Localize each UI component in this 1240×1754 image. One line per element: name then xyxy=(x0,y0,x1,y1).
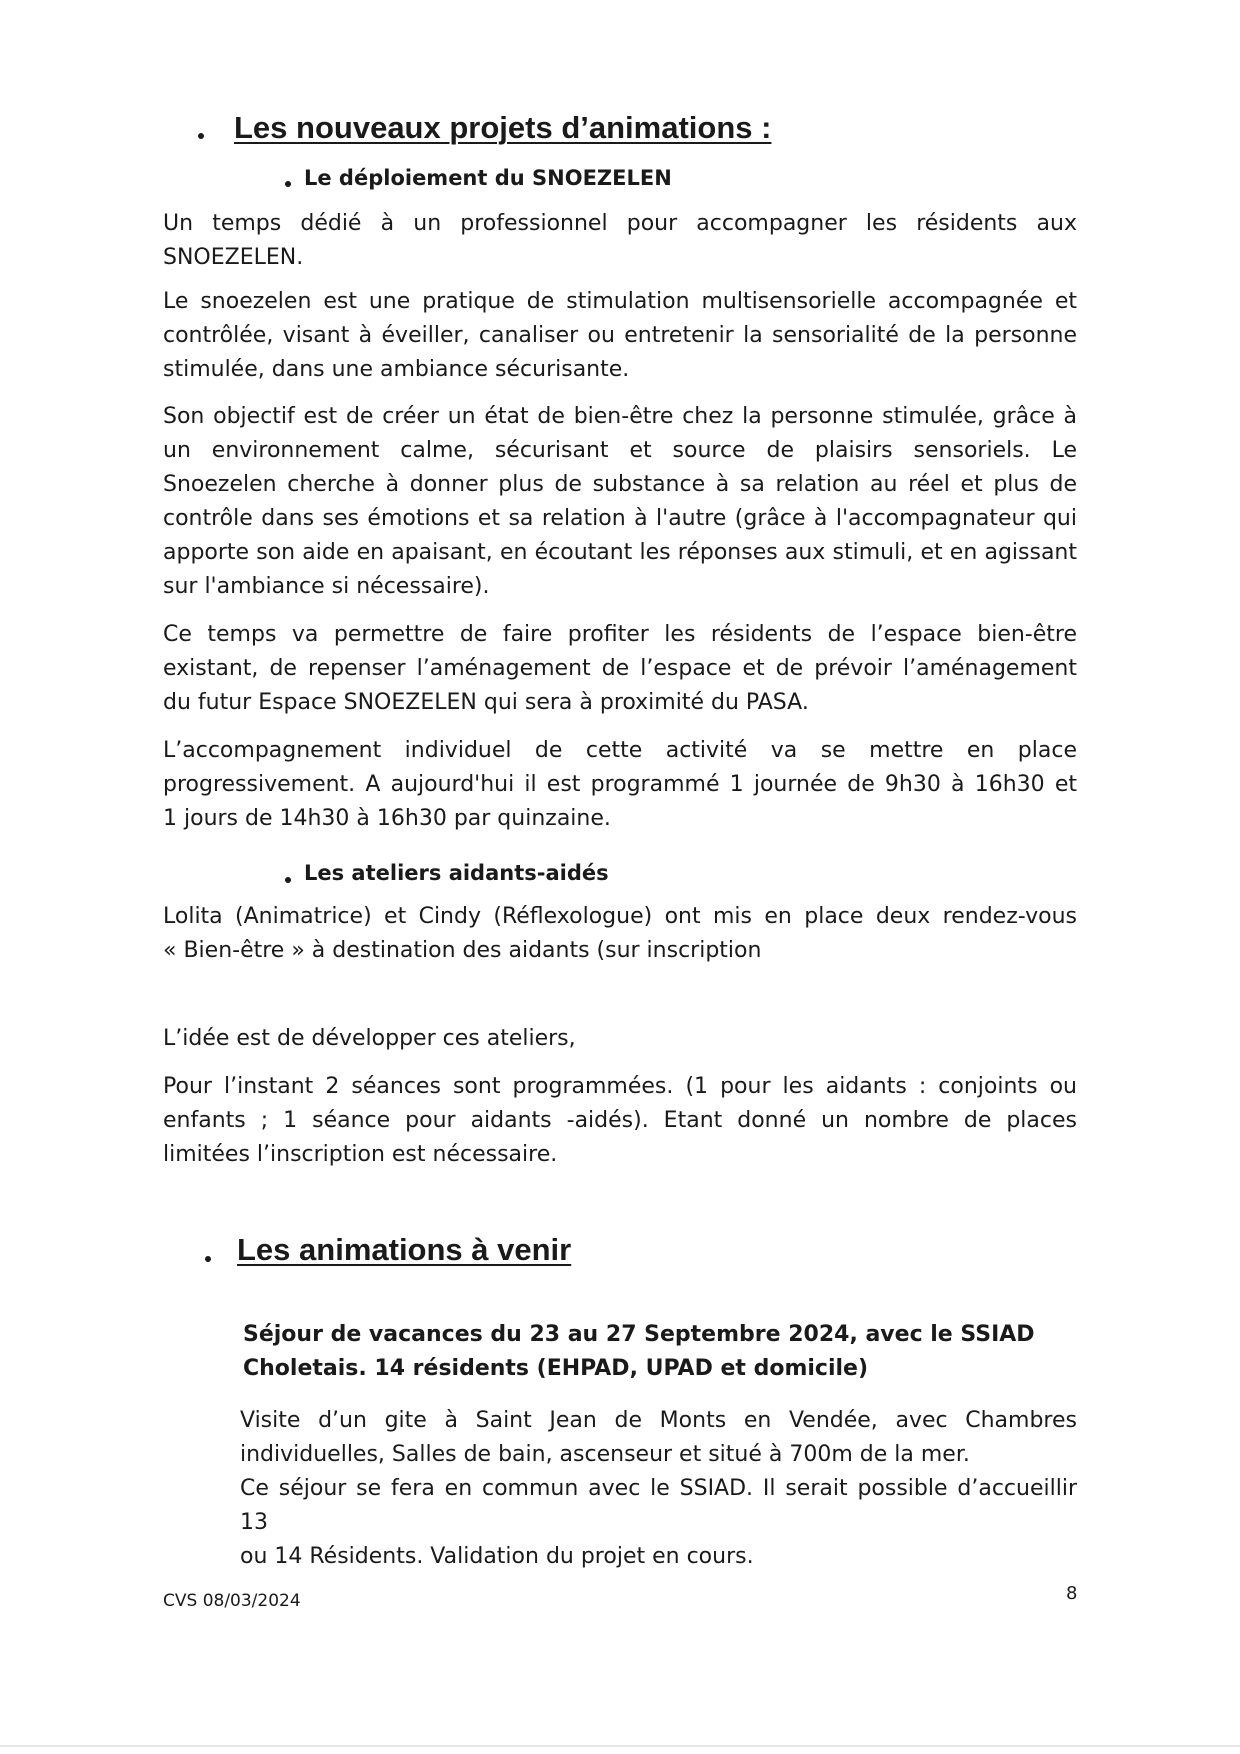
subsection-title-ateliers: Les ateliers aidants-aidés xyxy=(304,861,609,885)
text-line: existant, de repenser l’aménagement de l’espace et de prévoir l’aménagement xyxy=(163,656,1077,681)
text-line: apporte son aide en apaisant, en écoutant les réponses aux stimuli, et en agissant xyxy=(163,540,1077,565)
text-line: enfants ; 1 séance pour aidants -aidés). Etant donné un nombre de places xyxy=(163,1108,1077,1133)
text-line: sur l'ambiance si nécessaire). xyxy=(163,574,490,599)
section-title-nouveaux-projets: Les nouveaux projets d’animations : xyxy=(234,110,772,145)
paragraph-ateliers-idee: L’idée est de développer ces ateliers, xyxy=(163,1026,576,1051)
text-line: « Bien-être » à destination des aidants (sur inscription xyxy=(163,938,762,963)
text-line: SNOEZELEN. xyxy=(163,245,304,270)
section-bullet xyxy=(198,133,204,139)
subsection-title-snoezelen: Le déploiement du SNOEZELEN xyxy=(304,166,672,190)
subsection-bullet xyxy=(285,181,291,187)
paragraph-ateliers-seances xyxy=(163,1070,1077,1172)
section-bullet xyxy=(205,1256,211,1262)
text-line: un environnement calme, sécurisant et source de plaisirs sensoriels. Le xyxy=(163,438,1077,463)
footer-document-ref: CVS 08/03/2024 xyxy=(163,1591,301,1611)
scan-edge-line xyxy=(0,1745,1240,1747)
page-number: 8 xyxy=(1066,1583,1078,1604)
text-line: contrôlée, visant à éveiller, canaliser ou entretenir la sensorialité de la personne xyxy=(163,323,1077,348)
section-title-animations-a-venir: Les animations à venir xyxy=(237,1232,572,1267)
text-line: Séjour de vacances du 23 au 27 Septembre 2024, avec le SSIAD xyxy=(243,1322,1035,1347)
text-line: du futur Espace SNOEZELEN qui sera à proximité du PASA. xyxy=(163,690,809,715)
text-line: Choletais. 14 résidents (EHPAD, UPAD et domicile) xyxy=(243,1356,869,1381)
text-line: Ce temps va permettre de faire profiter les résidents de l’espace bien-être xyxy=(163,622,1077,647)
text-line: stimulée, dans une ambiance sécurisante. xyxy=(163,357,630,382)
text-line: Visite d’un gite à Saint Jean de Monts en Vendée, avec Chambres xyxy=(240,1408,1077,1433)
paragraph-snoezelen-espace xyxy=(163,618,1077,720)
text-line: Pour l’instant 2 séances sont programmées. (1 pour les aidants : conjoints ou xyxy=(163,1074,1077,1099)
paragraph-sejour-visite xyxy=(240,1404,1077,1472)
text-line: Son objectif est de créer un état de bien-être chez la personne stimulée, grâce à xyxy=(163,404,1077,429)
text-line: Lolita (Animatrice) et Cindy (Réflexologue) ont mis en place deux rendez-vous xyxy=(163,904,1077,929)
text-line: individuelles, Salles de bain, ascenseur et situé à 700m de la mer. xyxy=(240,1442,970,1467)
text-line: L’accompagnement individuel de cette activité va se mettre en place xyxy=(163,738,1077,763)
text-line: Un temps dédié à un professionnel pour accompagner les résidents aux xyxy=(163,211,1077,236)
paragraph-snoezelen-objectif xyxy=(163,400,1077,604)
subsection-bullet xyxy=(285,877,291,883)
paragraph-ateliers-rendez-vous xyxy=(163,900,1077,968)
paragraph-snoezelen-definition xyxy=(163,285,1077,387)
text-line: contrôle dans ses émotions et sa relation à l'autre (grâce à l'accompagnateur qui xyxy=(163,506,1077,531)
sejour-title xyxy=(243,1318,1063,1386)
text-line: Le snoezelen est une pratique de stimulation multisensorielle accompagnée et xyxy=(163,289,1077,314)
paragraph-snoezelen-planning xyxy=(163,734,1077,836)
paragraph-sejour-ssiad xyxy=(240,1472,1077,1574)
text-line: progressivement. A aujourd'hui il est programmé 1 journée de 9h30 à 16h30 et xyxy=(163,772,1077,797)
text-line: limitées l’inscription est nécessaire. xyxy=(163,1142,558,1167)
text-line: 1 jours de 14h30 à 16h30 par quinzaine. xyxy=(163,806,611,831)
text-line: Snoezelen cherche à donner plus de substance à sa relation au réel et plus de xyxy=(163,472,1077,497)
text-line: Ce séjour se fera en commun avec le SSIAD. Il serait possible d’accueillir 13 xyxy=(240,1476,1077,1535)
paragraph-snoezelen-intro xyxy=(163,207,1077,275)
text-line: ou 14 Résidents. Validation du projet en cours. xyxy=(240,1544,754,1569)
